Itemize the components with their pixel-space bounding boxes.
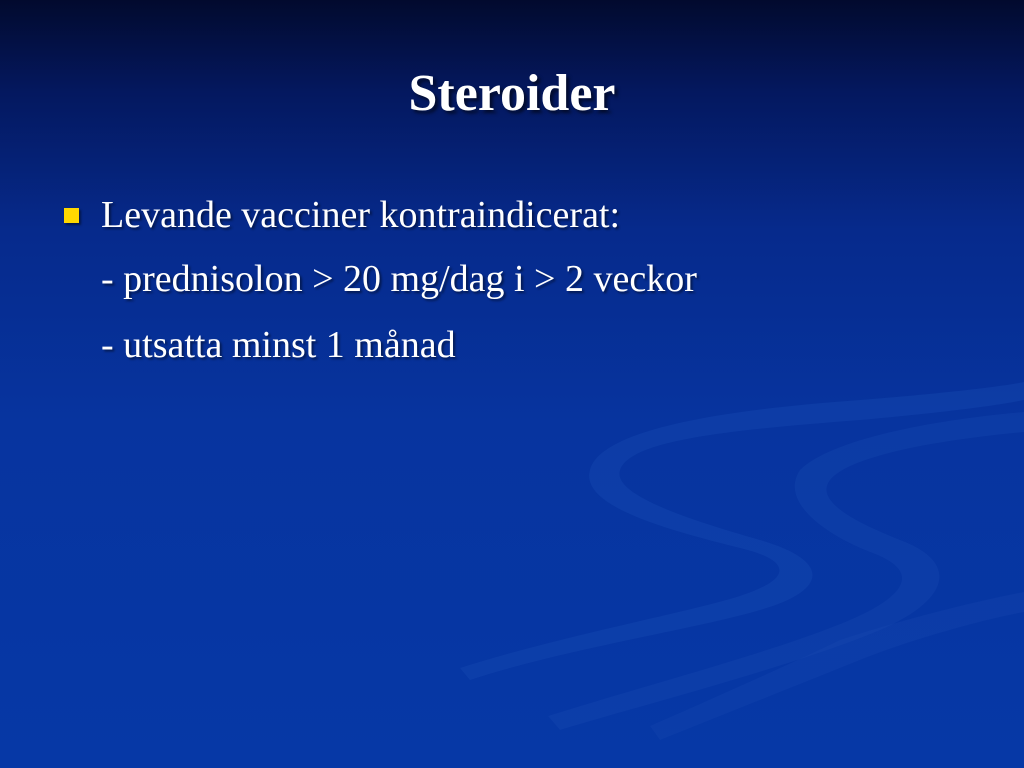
sub-line-dose: - prednisolon > 20 mg/dag i > 2 veckor bbox=[101, 258, 697, 300]
slide-title: Steroider bbox=[408, 65, 616, 122]
square-bullet-icon bbox=[64, 208, 79, 223]
bullet-item bbox=[64, 190, 620, 240]
bullet-text: Levande vacciner kontraindicerat: bbox=[101, 194, 621, 236]
sub-line-withdrawal: - utsatta minst 1 månad bbox=[101, 324, 456, 366]
